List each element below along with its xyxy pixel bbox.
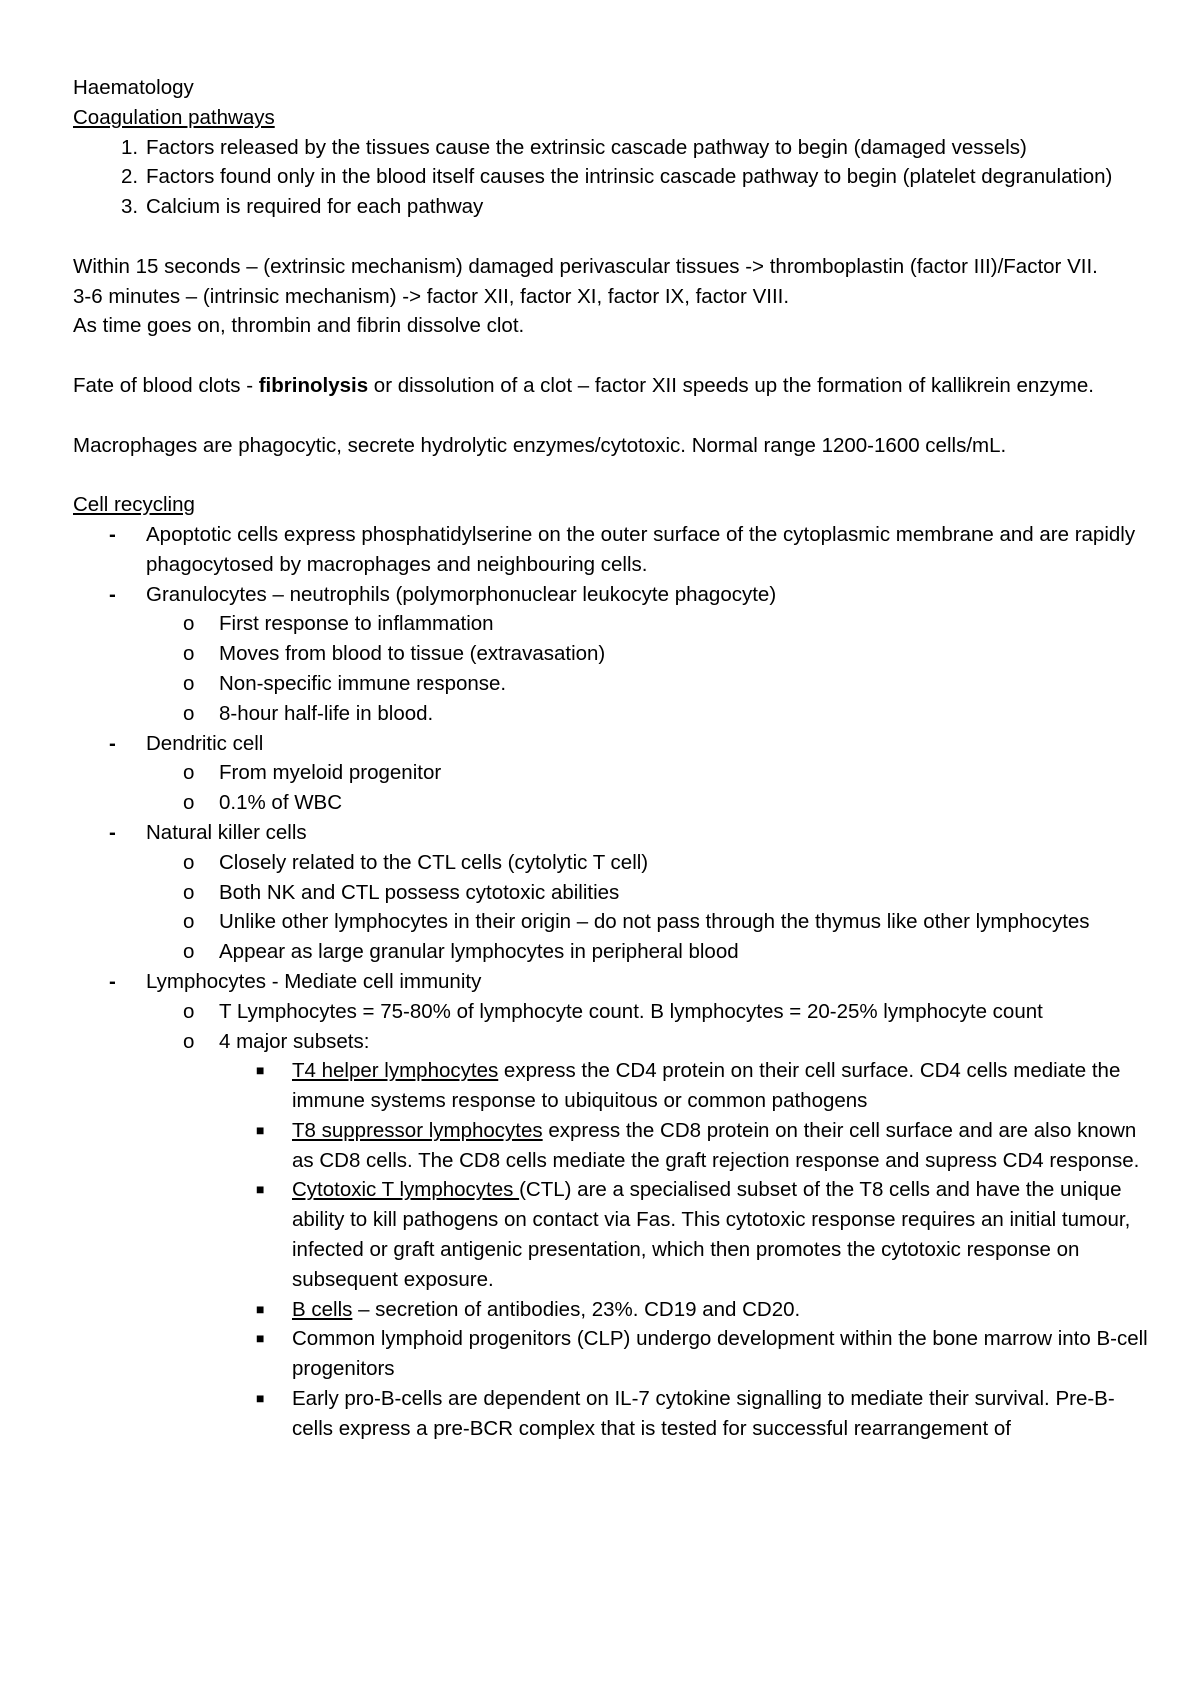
- dash-marker: -: [109, 582, 116, 606]
- subset-item: [73, 1324, 1153, 1384]
- subset-description: Common lymphoid progenitors (CLP) undergo development within the bone marrow into B-cell progenitors: [292, 1327, 1148, 1381]
- circle-marker: o: [183, 880, 195, 904]
- list-number: 1.: [121, 135, 139, 159]
- spacer: [73, 341, 1153, 371]
- subset-description: – secretion of antibodies, 23%. CD19 and CD20.: [352, 1297, 801, 1321]
- sub-bullet-item: [73, 907, 1153, 937]
- sub-bullet-text: Both NK and CTL possess cytotoxic abilities: [219, 880, 620, 904]
- list-item-text: Factors released by the tissues cause the extrinsic cascade pathway to begin (damaged vessels): [146, 135, 1027, 159]
- fate-paragraph: [73, 371, 1153, 401]
- fate-suffix: or dissolution of a clot – factor XII speeds up the formation of kallikrein enzyme.: [368, 373, 1094, 397]
- subset-description: Early pro-B-cells are dependent on IL-7 cytokine signalling to mediate their survival. Pre-B-cells express a pre-BCR complex that is tested for successful rearrangement of: [292, 1387, 1115, 1440]
- sub-bullet-text: 0.1% of WBC: [219, 791, 343, 815]
- sub-bullet-text: 8-hour half-life in blood.: [219, 701, 434, 725]
- list-number: 2.: [121, 165, 139, 189]
- timeline-intrinsic: 3-6 minutes – (intrinsic mechanism) -> factor XII, factor XI, factor IX, factor VIII.: [73, 284, 790, 308]
- subset-text: [292, 1056, 1153, 1116]
- fate-prefix: Fate of blood clots -: [73, 373, 259, 397]
- subset-text: [292, 1384, 1153, 1444]
- sub-bullet-item: [73, 878, 1153, 908]
- list-item-text: Factors found only in the blood itself causes the intrinsic cascade pathway to begin (platelet degranulation): [146, 165, 1113, 189]
- bullet-text: Natural killer cells: [146, 820, 307, 844]
- numbered-item: [73, 133, 1153, 163]
- sub-bullet-text: First response to inflammation: [219, 612, 494, 636]
- sub-bullet-text: Unlike other lymphocytes in their origin – do not pass through the thymus like other lymphocytes: [219, 910, 1090, 934]
- bullet-item: [73, 818, 1153, 848]
- subset-description: express the CD8 protein on their cell surface and are also known as CD8 cells. The CD8 cells mediate the graft rejection response and supress CD4 response.: [292, 1118, 1140, 1172]
- sub-bullet-item: [73, 1027, 1153, 1057]
- sub-bullet-item: [73, 639, 1153, 669]
- subset-text: [292, 1324, 1153, 1384]
- sub-bullet-item: [73, 997, 1153, 1027]
- circle-marker: o: [183, 791, 195, 815]
- dash-marker: -: [109, 969, 116, 993]
- spacer: [73, 222, 1153, 252]
- subset-description: express the CD4 protein on their cell surface. CD4 cells mediate the immune systems response to ubiquitous or common pathogens: [292, 1059, 1121, 1113]
- square-marker: ■: [256, 1390, 265, 1407]
- subset-item: [73, 1175, 1153, 1294]
- dash-marker: -: [109, 522, 116, 546]
- subset-item: [73, 1295, 1153, 1325]
- bullet-text: Granulocytes – neutrophils (polymorphonuclear leukocyte phagocyte): [146, 582, 777, 606]
- circle-marker: o: [183, 671, 195, 695]
- bullet-item: [73, 967, 1153, 997]
- numbered-item: [73, 192, 1153, 222]
- subset-term: T8 suppressor lymphocytes: [292, 1118, 543, 1142]
- bullet-text: Lymphocytes - Mediate cell immunity: [146, 969, 482, 993]
- numbered-item: [73, 162, 1153, 192]
- sub-bullet-item: [73, 937, 1153, 967]
- sub-bullet-item: [73, 669, 1153, 699]
- subset-text: [292, 1116, 1153, 1176]
- square-marker: ■: [256, 1330, 265, 1347]
- sub-bullet-item: [73, 758, 1153, 788]
- subset-term: B cells: [292, 1297, 353, 1321]
- subset-term: T4 helper lymphocytes: [292, 1059, 499, 1083]
- sub-bullet-text: Moves from blood to tissue (extravasation): [219, 642, 606, 666]
- list-number: 3.: [121, 195, 139, 219]
- sub-bullet-item: [73, 699, 1153, 729]
- circle-marker: o: [183, 761, 195, 785]
- macrophages-paragraph: Macrophages are phagocytic, secrete hydrolytic enzymes/cytotoxic. Normal range 1200-1600 cells/mL.: [73, 433, 1007, 457]
- dash-marker: -: [109, 731, 116, 755]
- subset-description: (CTL) are a specialised subset of the T8 cells and have the unique ability to kill pathogens on contact via Fas. This cytotoxic response requires an initial tumour, infected or graft antigenic presentation, which then promotes the cytotoxic response on subsequent exposure.: [292, 1178, 1131, 1291]
- square-marker: ■: [256, 1121, 265, 1138]
- sub-bullet-text: T Lymphocytes = 75-80% of lymphocyte count. B lymphocytes = 20-25% lymphocyte count: [219, 999, 1043, 1023]
- document-title: Haematology: [73, 76, 194, 99]
- coagulation-heading: Coagulation pathways: [73, 105, 275, 129]
- subset-item: [73, 1384, 1153, 1444]
- subset-text: [292, 1295, 1153, 1325]
- bullet-text: Apoptotic cells express phosphatidylserine on the outer surface of the cytoplasmic membrane and are rapidly phagocytosed by macrophages and neighbouring cells.: [146, 522, 1136, 576]
- subset-term: Cytotoxic T lymphocytes: [292, 1178, 520, 1202]
- circle-marker: o: [183, 910, 195, 934]
- sub-bullet-item: [73, 848, 1153, 878]
- circle-marker: o: [183, 642, 195, 666]
- sub-bullet-item: [73, 788, 1153, 818]
- square-marker: ■: [256, 1062, 265, 1079]
- sub-bullet-text: Closely related to the CTL cells (cytolytic T cell): [219, 850, 649, 874]
- timeline-extrinsic: Within 15 seconds – (extrinsic mechanism) damaged perivascular tissues -> thromboplastin (factor III)/Factor VII.: [73, 254, 1098, 278]
- dash-marker: -: [109, 820, 116, 844]
- sub-bullet-text: Appear as large granular lymphocytes in peripheral blood: [219, 940, 739, 964]
- circle-marker: o: [183, 999, 195, 1023]
- fate-bold-term: fibrinolysis: [258, 373, 369, 397]
- spacer: [73, 401, 1153, 431]
- cell-recycling-heading: Cell recycling: [73, 493, 195, 517]
- circle-marker: o: [183, 850, 195, 874]
- document-page: [73, 73, 1153, 1444]
- subset-item: [73, 1056, 1153, 1116]
- sub-bullet-item: [73, 609, 1153, 639]
- subset-item: [73, 1116, 1153, 1176]
- square-marker: ■: [256, 1300, 265, 1317]
- spacer: [73, 460, 1153, 490]
- subset-text: [292, 1175, 1153, 1294]
- bullet-item: [73, 580, 1153, 610]
- sub-bullet-text: Non-specific immune response.: [219, 671, 507, 695]
- bullet-item: [73, 520, 1153, 580]
- timeline-dissolve: As time goes on, thrombin and fibrin dissolve clot.: [73, 314, 525, 338]
- sub-bullet-text: From myeloid progenitor: [219, 761, 442, 785]
- list-item-text: Calcium is required for each pathway: [146, 195, 484, 219]
- sub-bullet-text: 4 major subsets:: [219, 1029, 370, 1053]
- square-marker: ■: [256, 1181, 265, 1198]
- bullet-item: [73, 729, 1153, 759]
- circle-marker: o: [183, 940, 195, 964]
- circle-marker: o: [183, 612, 195, 636]
- circle-marker: o: [183, 701, 195, 725]
- bullet-text: Dendritic cell: [146, 731, 264, 755]
- circle-marker: o: [183, 1029, 195, 1053]
